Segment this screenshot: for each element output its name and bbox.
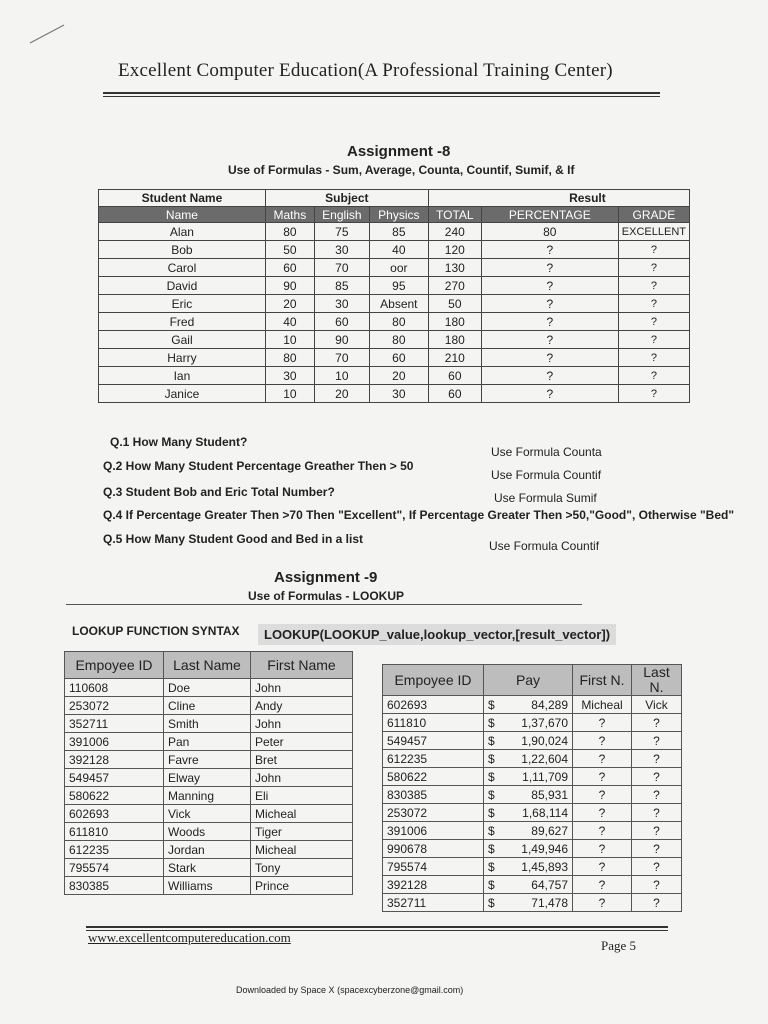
table-cell: EXCELLENT — [618, 223, 689, 241]
table-cell: Doe — [164, 679, 251, 697]
last-name-cell: ? — [632, 768, 682, 786]
table-cell: Micheal — [251, 841, 353, 859]
pay-amount: 89,627 — [531, 823, 568, 838]
first-name-cell: ? — [573, 786, 632, 804]
table-cell: ? — [481, 313, 618, 331]
currency-symbol: $ — [488, 877, 495, 892]
col-employee-id: Empoyee ID — [65, 652, 164, 679]
table-cell: 130 — [428, 259, 481, 277]
table-cell: Absent — [369, 295, 428, 313]
pay-amount: 1,45,893 — [521, 859, 568, 874]
table-cell: 20 — [265, 295, 314, 313]
table-row — [65, 805, 353, 823]
currency-symbol: $ — [488, 859, 495, 874]
table-cell: 391006 — [65, 733, 164, 751]
table-cell: Woods — [164, 823, 251, 841]
table-row — [65, 751, 353, 769]
table-row — [99, 277, 690, 295]
last-name-cell: ? — [632, 876, 682, 894]
pay-cell — [484, 840, 573, 858]
table-row — [383, 696, 682, 714]
table-cell: 85 — [314, 277, 369, 295]
pen-mark — [28, 22, 68, 46]
table-cell: ? — [618, 313, 689, 331]
table-cell: Fred — [99, 313, 266, 331]
table-cell: 95 — [369, 277, 428, 295]
table-cell: Bob — [99, 241, 266, 259]
table-cell: Cline — [164, 697, 251, 715]
formula-1: Use Formula Counta — [491, 445, 602, 459]
table-cell: 240 — [428, 223, 481, 241]
currency-symbol: $ — [488, 697, 495, 712]
table-cell: Tiger — [251, 823, 353, 841]
table-cell: Eric — [99, 295, 266, 313]
table-cell: Harry — [99, 349, 266, 367]
table-cell: 10 — [265, 331, 314, 349]
table-cell: 30 — [265, 367, 314, 385]
currency-symbol: $ — [488, 733, 495, 748]
employee-id-cell: 392128 — [383, 876, 484, 894]
table-cell: Gail — [99, 331, 266, 349]
last-name-cell: ? — [632, 858, 682, 876]
table-cell: 80 — [265, 349, 314, 367]
table-row — [383, 804, 682, 822]
table-cell: ? — [618, 277, 689, 295]
table-cell: 85 — [369, 223, 428, 241]
table-row — [99, 313, 690, 331]
pay-amount: 64,757 — [531, 877, 568, 892]
first-name-cell: ? — [573, 858, 632, 876]
currency-symbol: $ — [488, 823, 495, 838]
table-cell: 210 — [428, 349, 481, 367]
table-row — [383, 822, 682, 840]
table-cell: ? — [481, 331, 618, 349]
table-row — [65, 715, 353, 733]
table-row — [65, 733, 353, 751]
table-row — [65, 769, 353, 787]
first-name-cell: ? — [573, 714, 632, 732]
table-row — [99, 223, 690, 241]
col-percentage: PERCENTAGE — [481, 207, 618, 223]
col-last-name: Last Name — [164, 652, 251, 679]
employee-id-cell: 612235 — [383, 750, 484, 768]
pay-cell — [484, 804, 573, 822]
footer-url: www.excellentcomputereducation.com — [88, 930, 291, 945]
table-cell: ? — [481, 385, 618, 403]
table-cell: ? — [618, 331, 689, 349]
table-cell: 20 — [314, 385, 369, 403]
table-cell: Alan — [99, 223, 266, 241]
employee-id-cell: 611810 — [383, 714, 484, 732]
pay-cell — [484, 894, 573, 912]
table-cell: 549457 — [65, 769, 164, 787]
table-row — [383, 714, 682, 732]
table-cell: ? — [618, 241, 689, 259]
first-name-cell: ? — [573, 894, 632, 912]
table-cell: 10 — [314, 367, 369, 385]
table-cell: ? — [481, 367, 618, 385]
formula-3: Use Formula Sumif — [494, 491, 597, 505]
currency-symbol: $ — [488, 787, 495, 802]
table-cell: 20 — [369, 367, 428, 385]
last-name-cell: Vick — [632, 696, 682, 714]
col-last-n: Last N. — [632, 665, 682, 696]
first-name-cell: ? — [573, 750, 632, 768]
table-row — [383, 858, 682, 876]
employee-id-cell: 549457 — [383, 732, 484, 750]
table-cell: ? — [481, 277, 618, 295]
currency-symbol: $ — [488, 769, 495, 784]
formula-2: Use Formula Countif — [491, 468, 602, 482]
table-cell: Bret — [251, 751, 353, 769]
pay-amount: 1,37,670 — [521, 715, 568, 730]
assignment-9-subtitle: Use of Formulas - LOOKUP — [248, 589, 405, 603]
pay-amount: 1,49,946 — [521, 841, 568, 856]
table-cell: 270 — [428, 277, 481, 295]
currency-symbol: $ — [488, 715, 495, 730]
pay-cell — [484, 858, 573, 876]
pay-cell — [484, 732, 573, 750]
employee-id-cell: 253072 — [383, 804, 484, 822]
first-name-cell: ? — [573, 804, 632, 822]
table-cell: Elway — [164, 769, 251, 787]
first-name-cell: ? — [573, 768, 632, 786]
pay-cell — [484, 696, 573, 714]
table-row — [383, 750, 682, 768]
col-grade: GRADE — [618, 207, 689, 223]
table-cell: 830385 — [65, 877, 164, 895]
table-cell: Manning — [164, 787, 251, 805]
employee-id-cell: 391006 — [383, 822, 484, 840]
table-cell: Vick — [164, 805, 251, 823]
question-1: Q.1 How Many Student? — [110, 435, 248, 449]
col-pay: Pay — [484, 665, 573, 696]
table-cell: ? — [618, 385, 689, 403]
pay-amount: 84,289 — [531, 697, 568, 712]
student-results-table — [98, 189, 690, 403]
question-3: Q.3 Student Bob and Eric Total Number? — [103, 485, 335, 499]
table-row — [65, 679, 353, 697]
employee-id-cell: 352711 — [383, 894, 484, 912]
table-cell: Carol — [99, 259, 266, 277]
table-cell: ? — [481, 259, 618, 277]
table-cell: 611810 — [65, 823, 164, 841]
currency-symbol: $ — [488, 751, 495, 766]
employee-id-cell: 580622 — [383, 768, 484, 786]
table-row — [99, 349, 690, 367]
table-cell: 60 — [428, 367, 481, 385]
table-cell: ? — [481, 349, 618, 367]
table-cell: Williams — [164, 877, 251, 895]
table-cell: Prince — [251, 877, 353, 895]
table-cell: 40 — [265, 313, 314, 331]
table-cell: 352711 — [65, 715, 164, 733]
table-cell: 60 — [428, 385, 481, 403]
table-cell: 60 — [265, 259, 314, 277]
table-cell: ? — [481, 241, 618, 259]
pay-amount: 1,11,709 — [522, 769, 568, 784]
question-4: Q.4 If Percentage Greater Then >70 Then "Excellent", If Percentage Greater Then >50,"Good", Otherwise "Bed" — [103, 508, 735, 522]
pay-amount: 71,478 — [531, 895, 568, 910]
table-cell: 60 — [369, 349, 428, 367]
last-name-cell: ? — [632, 732, 682, 750]
table-cell: 602693 — [65, 805, 164, 823]
col-first-n: First N. — [573, 665, 632, 696]
employee-pay-table — [382, 664, 682, 912]
table-cell: ? — [618, 349, 689, 367]
table-row — [383, 894, 682, 912]
table-cell: John — [251, 679, 353, 697]
table-cell: Smith — [164, 715, 251, 733]
table-cell: 80 — [369, 331, 428, 349]
table-cell: 80 — [369, 313, 428, 331]
page-number: Page 5 — [601, 938, 637, 953]
employee-id-cell: 602693 — [383, 696, 484, 714]
table-cell: Andy — [251, 697, 353, 715]
table-cell: 110608 — [65, 679, 164, 697]
pay-amount: 1,90,024 — [521, 733, 568, 748]
table-row — [99, 367, 690, 385]
last-name-cell: ? — [632, 804, 682, 822]
table-row — [383, 732, 682, 750]
pay-cell — [484, 786, 573, 804]
pay-amount: 1,22,604 — [521, 751, 568, 766]
table-row — [99, 259, 690, 277]
table-cell: Janice — [99, 385, 266, 403]
header-rule — [103, 92, 660, 94]
first-name-cell: ? — [573, 732, 632, 750]
footer-rule — [86, 926, 668, 928]
last-name-cell: ? — [632, 894, 682, 912]
table-cell: 580622 — [65, 787, 164, 805]
table-cell: Tony — [251, 859, 353, 877]
table-cell: 10 — [265, 385, 314, 403]
question-5: Q.5 How Many Student Good and Bed in a list — [103, 532, 364, 546]
pay-cell — [484, 750, 573, 768]
currency-symbol: $ — [488, 895, 495, 910]
table-cell: 30 — [314, 295, 369, 313]
pay-cell — [484, 714, 573, 732]
table-row — [65, 787, 353, 805]
table-row — [99, 331, 690, 349]
first-name-cell: Micheal — [573, 696, 632, 714]
download-note: Downloaded by Space X (spacexcyberzone@gmail.com) — [236, 985, 464, 995]
table-cell: 80 — [265, 223, 314, 241]
assignment-8-title: Assignment -8 — [347, 143, 451, 160]
pay-amount: 85,931 — [531, 787, 568, 802]
col-employee-id: Empoyee ID — [383, 665, 484, 696]
table-cell: Jordan — [164, 841, 251, 859]
employee-id-cell: 990678 — [383, 840, 484, 858]
employee-id-cell: 795574 — [383, 858, 484, 876]
table-cell: Ian — [99, 367, 266, 385]
table-cell: 60 — [314, 313, 369, 331]
table-cell: 80 — [481, 223, 618, 241]
table-cell: ? — [481, 295, 618, 313]
table-row — [65, 859, 353, 877]
last-name-cell: ? — [632, 714, 682, 732]
table-cell: 120 — [428, 241, 481, 259]
question-2: Q.2 How Many Student Percentage Greather Then > 50 — [103, 459, 414, 473]
table-row — [65, 841, 353, 859]
col-maths: Maths — [265, 207, 314, 223]
table-cell: Peter — [251, 733, 353, 751]
col-total: TOTAL — [428, 207, 481, 223]
table-cell: Pan — [164, 733, 251, 751]
subject-header: Subject — [265, 190, 428, 207]
lookup-syntax-label: LOOKUP FUNCTION SYNTAX — [72, 624, 240, 638]
table-cell: 75 — [314, 223, 369, 241]
table-cell: 30 — [314, 241, 369, 259]
last-name-cell: ? — [632, 750, 682, 768]
currency-symbol: $ — [488, 805, 495, 820]
table-row — [65, 823, 353, 841]
table-cell: Micheal — [251, 805, 353, 823]
first-name-cell: ? — [573, 822, 632, 840]
last-name-cell: ? — [632, 840, 682, 858]
table-cell: 90 — [265, 277, 314, 295]
formula-5: Use Formula Countif — [489, 539, 600, 553]
currency-symbol: $ — [488, 841, 495, 856]
col-english: English — [314, 207, 369, 223]
pay-cell — [484, 768, 573, 786]
pay-amount: 1,68,114 — [522, 805, 568, 820]
table-cell: John — [251, 769, 353, 787]
first-name-cell: ? — [573, 840, 632, 858]
table-cell: ? — [618, 259, 689, 277]
table-cell: Favre — [164, 751, 251, 769]
table-cell: Eli — [251, 787, 353, 805]
table-row — [65, 877, 353, 895]
pay-cell — [484, 822, 573, 840]
table-cell: 40 — [369, 241, 428, 259]
table-cell: 70 — [314, 349, 369, 367]
assignment-9-title: Assignment -9 — [274, 569, 378, 586]
table-row — [99, 241, 690, 259]
table-cell: Stark — [164, 859, 251, 877]
last-name-cell: ? — [632, 822, 682, 840]
assignment-9-rule — [66, 604, 582, 605]
table-cell: 180 — [428, 331, 481, 349]
employee-names-table — [64, 651, 353, 895]
result-header: Result — [428, 190, 689, 207]
last-name-cell: ? — [632, 786, 682, 804]
table-cell: David — [99, 277, 266, 295]
table-cell: 30 — [369, 385, 428, 403]
table-row — [383, 876, 682, 894]
first-name-cell: ? — [573, 876, 632, 894]
table-cell: 50 — [265, 241, 314, 259]
table-cell: ? — [618, 367, 689, 385]
header-rule-2 — [103, 96, 660, 97]
pay-cell — [484, 876, 573, 894]
col-physics: Physics — [369, 207, 428, 223]
table-cell: 50 — [428, 295, 481, 313]
table-cell: 392128 — [65, 751, 164, 769]
col-name: Name — [99, 207, 266, 223]
lookup-syntax: LOOKUP(LOOKUP_value,lookup_vector,[result_vector]) — [258, 624, 616, 645]
assignment-8-subtitle: Use of Formulas - Sum, Average, Counta, Countif, Sumif, & If — [228, 163, 575, 177]
page-header-title: Excellent Computer Education(A Professional Training Center) — [118, 60, 613, 81]
table-cell: oor — [369, 259, 428, 277]
table-row — [99, 295, 690, 313]
table-cell: 70 — [314, 259, 369, 277]
table-row — [383, 768, 682, 786]
table-cell: 90 — [314, 331, 369, 349]
employee-id-cell: 830385 — [383, 786, 484, 804]
table-row — [65, 697, 353, 715]
table-cell: John — [251, 715, 353, 733]
table-row — [383, 840, 682, 858]
table-cell: 612235 — [65, 841, 164, 859]
table-row — [383, 786, 682, 804]
table-cell: ? — [618, 295, 689, 313]
table-row — [99, 385, 690, 403]
table-cell: 253072 — [65, 697, 164, 715]
student-name-header: Student Name — [99, 190, 266, 207]
table-cell: 795574 — [65, 859, 164, 877]
col-first-name: First Name — [251, 652, 353, 679]
table-cell: 180 — [428, 313, 481, 331]
